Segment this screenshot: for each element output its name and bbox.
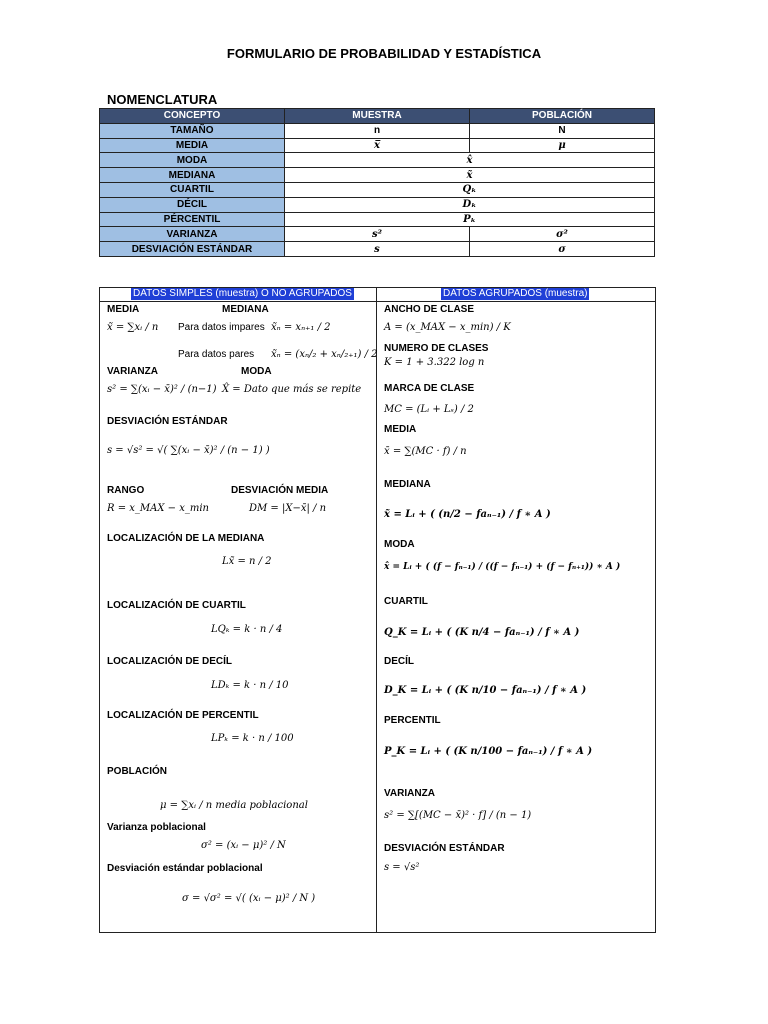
concept-cell: DÉCIL xyxy=(100,197,285,212)
ancho-formula: A = (x_MAX − x_min) / K xyxy=(384,322,511,333)
loc-cuartil-formula: LQₖ = k · n / 4 xyxy=(211,624,283,635)
loc-mediana-label: LOCALIZACIÓN DE LA MEDIANA xyxy=(107,533,265,544)
numero-label: NUMERO DE CLASES xyxy=(384,343,489,354)
nomenclature-heading: NOMENCLATURA xyxy=(107,92,218,107)
varianza-poblacional-formula: σ² = (xᵢ − μ)² / N xyxy=(201,840,286,851)
moda-agrupada-formula: x̂ = Lᵢ + ( (f − fₙ₋₁) / ((f − fₙ₋₁) + (f − fₙ₊₁)) ∗ A ) xyxy=(384,562,621,572)
poblacion-cell: N xyxy=(470,123,655,138)
moda-label: MODA xyxy=(241,366,272,377)
varianza-label: VARIANZA xyxy=(107,366,158,377)
poblacion-cell: σ xyxy=(470,242,655,257)
mediana-agrupada-label: MEDIANA xyxy=(384,479,431,490)
header-poblacion: POBLACIÓN xyxy=(470,109,655,124)
shared-cell: x̃ xyxy=(285,168,655,183)
percentil-formula: P_K = Lᵢ + ( (K n/100 − faₙ₋₁) / f ∗ A ) xyxy=(384,746,593,757)
marca-formula: MC = (Lᵢ + Lₛ) / 2 xyxy=(384,404,474,415)
table-row xyxy=(100,212,655,227)
desviacion-label: DESVIACIÓN ESTÁNDAR xyxy=(107,416,228,427)
shared-cell: Pₖ xyxy=(285,212,655,227)
desviacion-poblacional-label: Desviación estándar poblacional xyxy=(107,863,263,874)
table-row xyxy=(100,153,655,168)
loc-cuartil-label: LOCALIZACIÓN DE CUARTIL xyxy=(107,600,246,611)
table-row xyxy=(100,123,655,138)
shared-cell: Qₖ xyxy=(285,182,655,197)
poblacion-label: POBLACIÓN xyxy=(107,766,167,777)
numero-formula: K = 1 + 3.322 log n xyxy=(384,357,485,368)
page-title: FORMULARIO DE PROBABILIDAD Y ESTADÍSTICA xyxy=(226,46,542,61)
concept-cell: CUARTIL xyxy=(100,182,285,197)
concept-cell: DESVIACIÓN ESTÁNDAR xyxy=(100,242,285,257)
media-poblacional-formula: μ = ∑xᵢ / n media poblacional xyxy=(160,800,308,811)
decil-label: DECÍL xyxy=(384,656,414,667)
mediana-agrupada-formula: x̃ = Lᵢ + ( (n/2 − faₙ₋₁) / f ∗ A ) xyxy=(384,509,551,520)
marca-label: MARCA DE CLASE xyxy=(384,383,475,394)
media-label: MEDIA xyxy=(107,304,140,315)
poblacion-cell: μ xyxy=(470,138,655,153)
media-formula: x̃ = ∑xᵢ / n xyxy=(107,322,159,333)
left-section-header: DATOS SIMPLES (muestra) O NO AGRUPADOS xyxy=(133,288,352,299)
table-row xyxy=(100,182,655,197)
loc-decil-formula: LDₖ = k · n / 10 xyxy=(211,680,289,691)
pares-formula: x̃ₙ = (xₙ/₂ + xₙ/₂₊₁) / 2 xyxy=(271,349,378,360)
table-header-row xyxy=(100,109,655,124)
table-row xyxy=(100,197,655,212)
header-separator xyxy=(99,301,655,302)
moda-agrupada-label: MODA xyxy=(384,539,415,550)
loc-decil-label: LOCALIZACIÓN DE DECÍL xyxy=(107,656,232,667)
cuartil-label: CUARTIL xyxy=(384,596,428,607)
poblacion-cell: σ² xyxy=(470,227,655,242)
percentil-label: PERCENTIL xyxy=(384,715,441,726)
varianza-agrupada-formula: s² = ∑[(MC − x̄)² · f] / (n − 1) xyxy=(384,810,532,821)
shared-cell: x̂ xyxy=(285,153,655,168)
concept-cell: MEDIANA xyxy=(100,168,285,183)
media-agrupada-label: MEDIA xyxy=(384,424,417,435)
table-row xyxy=(100,242,655,257)
rango-label: RANGO xyxy=(107,485,145,496)
varianza-agrupada-label: VARIANZA xyxy=(384,788,435,799)
concept-cell: MODA xyxy=(100,153,285,168)
muestra-cell: s xyxy=(285,242,470,257)
rango-formula: R = x_MAX − x_min xyxy=(107,503,209,514)
muestra-cell: s² xyxy=(285,227,470,242)
desviacion-formula: s = √s² = √( ∑(xᵢ − x̄)² / (n − 1) ) xyxy=(107,445,270,456)
cuartil-formula: Q_K = Lᵢ + ( (K n/4 − faₙ₋₁) / f ∗ A ) xyxy=(384,627,580,638)
concept-cell: VARIANZA xyxy=(100,227,285,242)
table-row xyxy=(100,138,655,153)
header-muestra: MUESTRA xyxy=(285,109,470,124)
loc-percentil-label: LOCALIZACIÓN DE PERCENTIL xyxy=(107,710,259,721)
table-row xyxy=(100,227,655,242)
muestra-cell: n xyxy=(285,123,470,138)
desviacion-agrupada-label: DESVIACIÓN ESTÁNDAR xyxy=(384,843,505,854)
varianza-poblacional-label: Varianza poblacional xyxy=(107,822,206,833)
impares-formula: x̃ₙ = xₙ₊₁ / 2 xyxy=(271,322,331,333)
table-row xyxy=(100,168,655,183)
ancho-label: ANCHO DE CLASE xyxy=(384,304,475,315)
muestra-cell: x̅ xyxy=(285,138,470,153)
moda-formula: X̂ = Dato que más se repite xyxy=(222,384,362,395)
impares-label: Para datos impares xyxy=(178,322,265,333)
concept-cell: TAMAÑO xyxy=(100,123,285,138)
nomenclature-table xyxy=(99,108,655,257)
pares-label: Para datos pares xyxy=(178,349,255,360)
desviacion-agrupada-formula: s = √s² xyxy=(384,862,420,873)
column-divider xyxy=(376,287,377,932)
shared-cell: Dₖ xyxy=(285,197,655,212)
desviacion-poblacional-formula: σ = √σ² = √( (xᵢ − μ)² / N ) xyxy=(182,893,316,904)
mediana-label: MEDIANA xyxy=(222,304,269,315)
media-agrupada-formula: x̄ = ∑(MC · f) / n xyxy=(384,446,467,457)
desviacion-media-label: DESVIACIÓN MEDIA xyxy=(231,485,329,496)
loc-percentil-formula: LPₖ = k · n / 100 xyxy=(211,733,294,744)
concept-cell: PÉRCENTIL xyxy=(100,212,285,227)
header-concepto: CONCEPTO xyxy=(100,109,285,124)
desviacion-media-formula: DM = |X−x̄| / n xyxy=(249,503,327,514)
loc-mediana-formula: Lx̃ = n / 2 xyxy=(222,556,272,567)
right-section-header: DATOS AGRUPADOS (muestra) xyxy=(443,288,588,299)
concept-cell: MEDIA xyxy=(100,138,285,153)
varianza-formula: s² = ∑(xᵢ − x̄)² / (n−1) xyxy=(107,384,217,395)
decil-formula: D_K = Lᵢ + ( (K n/10 − faₙ₋₁) / f ∗ A ) xyxy=(384,685,587,696)
